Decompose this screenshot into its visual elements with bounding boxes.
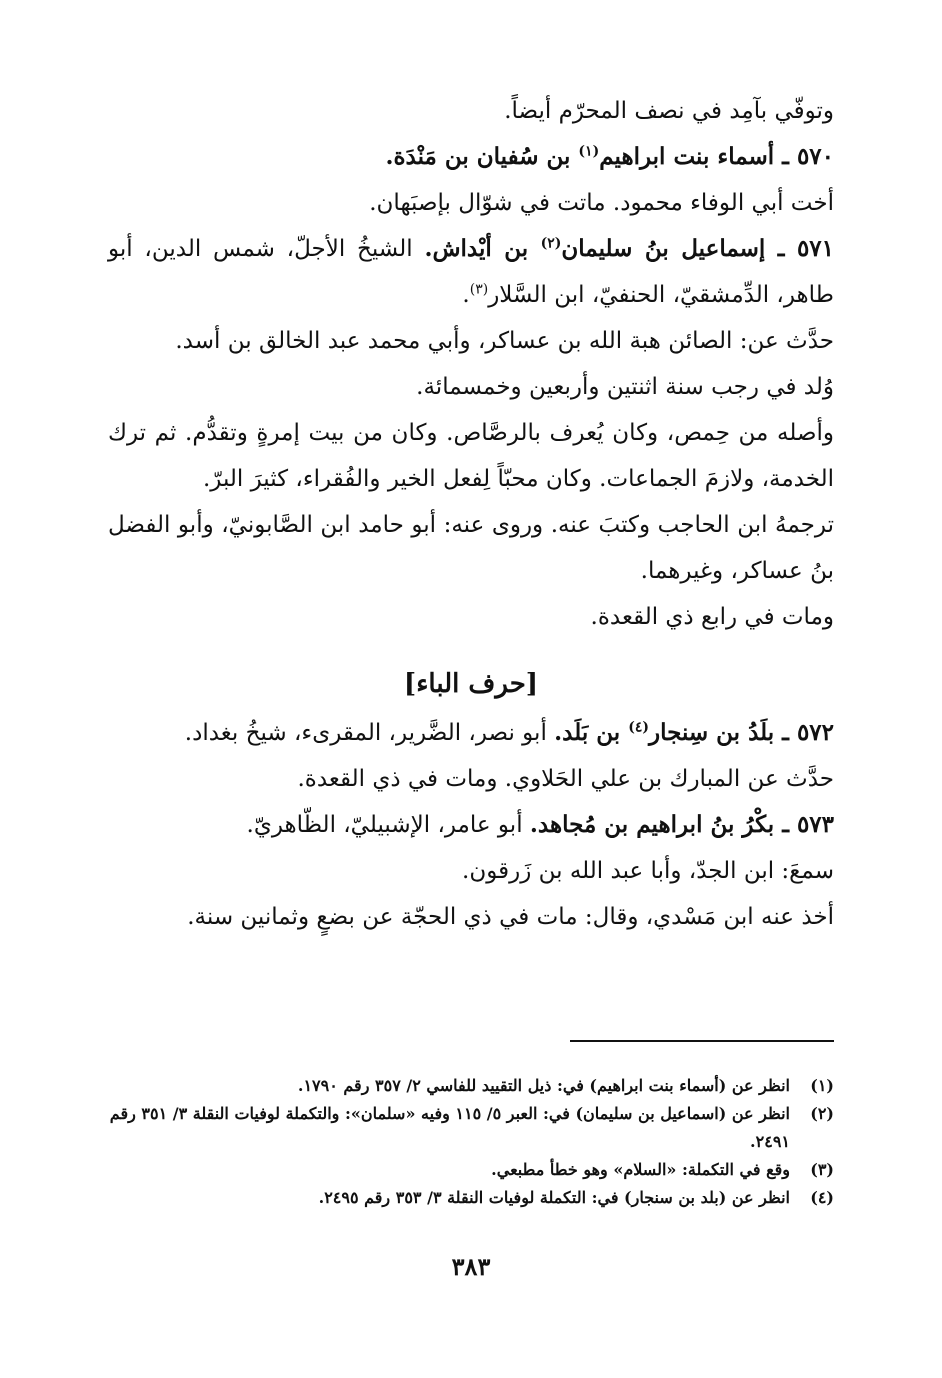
entry-text: أبو نصر، الضَّرير، المقرىء، شيخُ بغداد. [184,720,555,746]
paragraph [108,848,834,894]
entry-572 [108,710,834,756]
entry-heading: ٥٧٢ ـ بلَدُ بن سِنجار [648,719,834,746]
entry-heading: ٥٧٣ ـ بكْرُ بنُ ابراهيم بن مُجاهد. [529,811,834,838]
footnote [108,1184,834,1212]
paragraph-text: حدَّث عن المبارك بن علي الحَلاوي. ومات في ذي القعدة. [297,766,834,792]
footnote-number: (٢) [810,1104,834,1123]
paragraph-text: حدَّث عن: الصائن هبة الله بن عساكر، وأبي محمد عبد الخالق بن أسد. [175,328,834,354]
entry-571 [108,226,834,318]
paragraph [108,318,834,364]
entry-heading-cont: بن أيْداش. [424,235,541,262]
footnote [108,1156,834,1184]
paragraph [108,894,834,940]
section-heading: [حرف الباء] [403,669,539,699]
paragraph-text: سمعَ: ابن الجدّ، وأبا عبد الله بن زَرقون. [462,858,834,884]
entry-text: أبو عامر، الإشبيليّ، الظّاهريّ. [246,812,530,838]
paragraph [108,502,834,594]
footnote-ref: (٢) [540,235,562,252]
footnote-number: (١) [810,1076,834,1095]
entry-text: الشيخُ الأجلّ، شمس الدين، أبو طاهر، الدِّمشقيّ، الحنفيّ، ابن السَّلار [108,236,834,308]
paragraph-text: أخذ عنه ابن مَسْدي، وقال: مات في ذي الحجّة عن بضعٍ وثمانين سنة. [187,904,834,930]
entry-heading: ٥٧٠ ـ أسماء بنت ابراهيم [599,143,834,170]
paragraph [108,180,834,226]
footnote-number: (٣) [810,1160,834,1179]
entry-570 [108,134,834,180]
paragraph [108,756,834,802]
paragraph [108,594,834,640]
footnote [108,1100,834,1156]
main-text [108,88,834,940]
footnote-divider [570,1040,834,1042]
paragraph-text: وأصله من حِمص، وكان يُعرف بالرصَّاص. وكان من بيت إمرةٍ وتقدُّم. ثم ترك الخدمة، ولازمَ الجماعات. وكان محبّاً لِفعل الخير والفُقراء، كثيرَ البرّ. [108,420,834,492]
page-number: ٣٨٣ [451,1252,491,1281]
entry-heading-cont: بن بَلَد. [554,719,629,746]
footnote [108,1072,834,1100]
footnotes [108,1072,834,1212]
paragraph-text: ترجمهُ ابن الحاجب وكتبَ عنه. وروى عنه: أبو حامد ابن الصَّابونيّ، وأبو الفضل بنُ عساكر، وغيرهما. [108,512,834,584]
entry-heading-cont: بن سُفيان بن مَنْدَة. [385,143,579,170]
footnote-ref: (١) [578,143,600,160]
paragraph [108,410,834,502]
footnote-text: انظر عن (اسماعيل بن سليمان) في: العبر ٥/ ١١٥ وفيه «سلمان»: والتكملة لوفيات النقلة ٣/ ٣٥١ رقم ٢٤٩١. [109,1104,790,1151]
paragraph [108,364,834,410]
footnote-text: انظر عن (بلد بن سنجار) في: التكملة لوفيات النقلة ٣/ ٣٥٣ رقم ٢٤٩٥. [318,1188,790,1207]
footnote-text: وقع في التكملة: «السلام» وهو خطأ مطبعي. [491,1160,790,1179]
entry-text-end: . [462,282,470,308]
paragraph-text: ومات في رابع ذي القعدة. [590,604,834,630]
paragraph-text: أخت أبي الوفاء محمود. ماتت في شوّال بإصبَهان. [369,190,834,216]
entry-573 [108,802,834,848]
footnote-text: انظر عن (أسماء بنت ابراهيم) في: ذيل التقييد للفاسي ٢/ ٣٥٧ رقم ١٧٩٠. [297,1076,790,1095]
footnote-ref: (٤) [628,719,649,736]
paragraph-text: وُلد في رجب سنة اثنتين وأربعين وخمسمائة. [416,374,834,400]
paragraph [108,88,834,134]
paragraph-text: وتوفّي بآمِد في نصف المحرّم أيضاً. [504,98,834,124]
footnote-ref: (٣) [469,281,489,298]
entry-heading: ٥٧١ ـ إسماعيل بنُ سليمان [561,235,835,262]
footnote-number: (٤) [810,1188,834,1207]
